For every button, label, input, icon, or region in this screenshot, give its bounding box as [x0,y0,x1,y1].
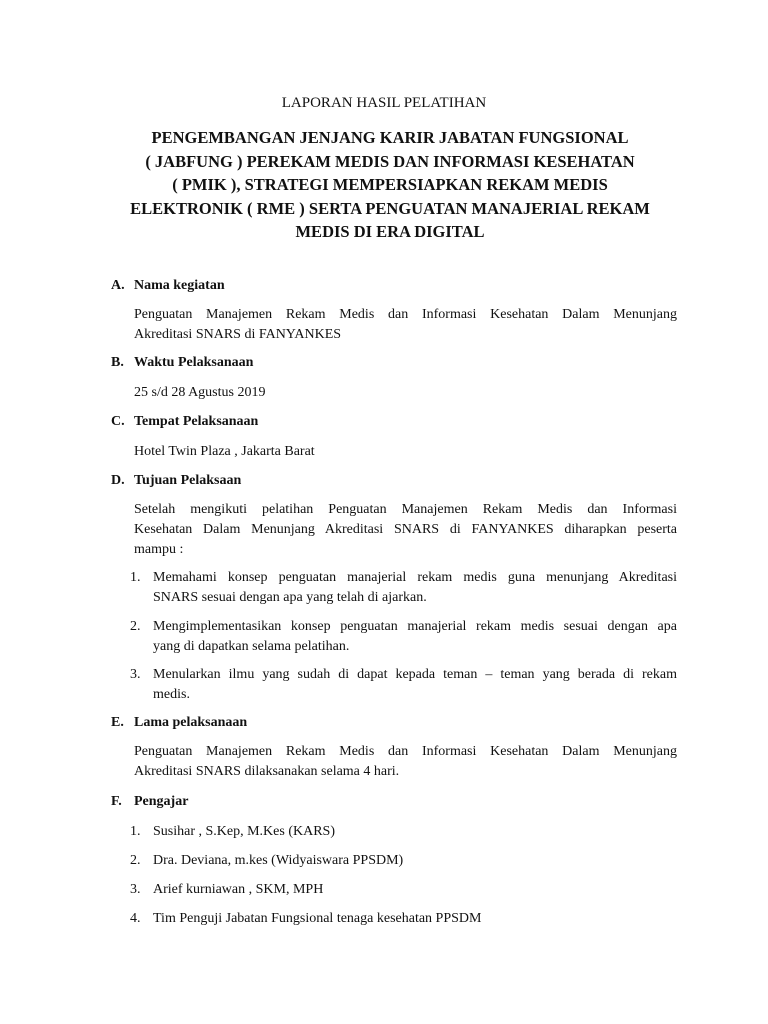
list-item [130,880,677,900]
section-b-heading [111,353,253,373]
section-e-text [134,742,677,782]
list-text: Memahami konsep penguatan manajerial rekam medis guna menunjang Akreditasi [153,570,677,585]
section-letter: D. [111,473,125,488]
list-item [130,665,677,705]
section-d-heading [111,471,241,491]
list-item [130,851,677,871]
section-letter: F. [111,794,122,809]
list-text: Arief kurniawan , SKM, MPH [153,882,324,897]
document-subtitle [110,126,670,244]
subtitle-line: MEDIS DI ERA DIGITAL [295,222,485,241]
section-f-heading [111,792,188,812]
list-item [130,568,677,608]
list-number: 1. [130,570,141,585]
section-c-heading [111,412,258,432]
list-text: Dra. Deviana, m.kes (Widyaiswara PPSDM) [153,853,404,868]
subtitle-line: ELEKTRONIK ( RME ) SERTA PENGUATAN MANAJERIAL REKAM [130,198,650,218]
section-a-heading [111,276,225,296]
list-item [130,909,677,929]
document-title: LAPORAN HASIL PELATIHAN [281,95,487,111]
section-letter: E. [111,715,124,730]
text-line: mampu : [134,542,184,557]
text-line: Akreditasi SNARS dilaksanakan selama 4 hari. [134,764,400,779]
section-c-text: Hotel Twin Plaza , Jakarta Barat [134,444,315,459]
list-number: 4. [130,911,141,926]
section-title: Lama pelaksanaan [134,715,248,730]
list-number: 3. [130,667,141,682]
list-text: Susihar , S.Kep, M.Kes (KARS) [153,824,335,839]
section-title: Tujuan Pelaksaan [134,473,242,488]
text-line: Kesehatan Dalam Menunjang Akreditasi SNARS di FANYANKES diharapkan peserta [134,522,677,537]
section-title: Nama kegiatan [134,278,225,293]
list-item [130,617,677,657]
text-line: Penguatan Manajemen Rekam Medis dan Informasi Kesehatan Dalam Menunjang [134,744,677,759]
list-number: 1. [130,824,141,839]
text-line: Penguatan Manajemen Rekam Medis dan Informasi Kesehatan Dalam Menunjang [134,307,677,322]
list-number: 2. [130,619,141,634]
section-d-text [134,500,677,560]
section-title: Waktu Pelaksanaan [134,355,254,370]
section-title: Pengajar [134,794,189,809]
section-e-heading [111,713,247,733]
list-item [130,822,677,842]
section-title: Tempat Pelaksanaan [134,414,259,429]
subtitle-line: ( JABFUNG ) PEREKAM MEDIS DAN INFORMASI KESEHATAN [145,151,635,171]
list-text: Mengimplementasikan konsep penguatan manajerial rekam medis sesuai dengan apa [153,619,677,634]
list-number: 2. [130,853,141,868]
text-line: Akreditasi SNARS di FANYANKES [134,327,342,342]
list-text: Menularkan ilmu yang sudah di dapat kepada teman – teman yang berada di rekam [153,667,677,682]
list-number: 3. [130,882,141,897]
subtitle-line: ( PMIK ), STRATEGI MEMPERSIAPKAN REKAM MEDIS [172,175,608,194]
list-text: medis. [153,687,190,702]
list-text: yang di dapatkan selama pelatihan. [153,639,350,654]
subtitle-line: PENGEMBANGAN JENJANG KARIR JABATAN FUNGSIONAL [151,128,629,147]
section-letter: B. [111,355,124,370]
section-letter: C. [111,414,125,429]
text-line: Setelah mengikuti pelatihan Penguatan Manajemen Rekam Medis dan Informasi [134,502,677,517]
section-letter: A. [111,278,125,293]
list-text: SNARS sesuai dengan apa yang telah di ajarkan. [153,590,427,605]
section-a-text [134,305,677,345]
list-text: Tim Penguji Jabatan Fungsional tenaga kesehatan PPSDM [153,911,482,926]
section-b-text: 25 s/d 28 Agustus 2019 [134,385,266,400]
